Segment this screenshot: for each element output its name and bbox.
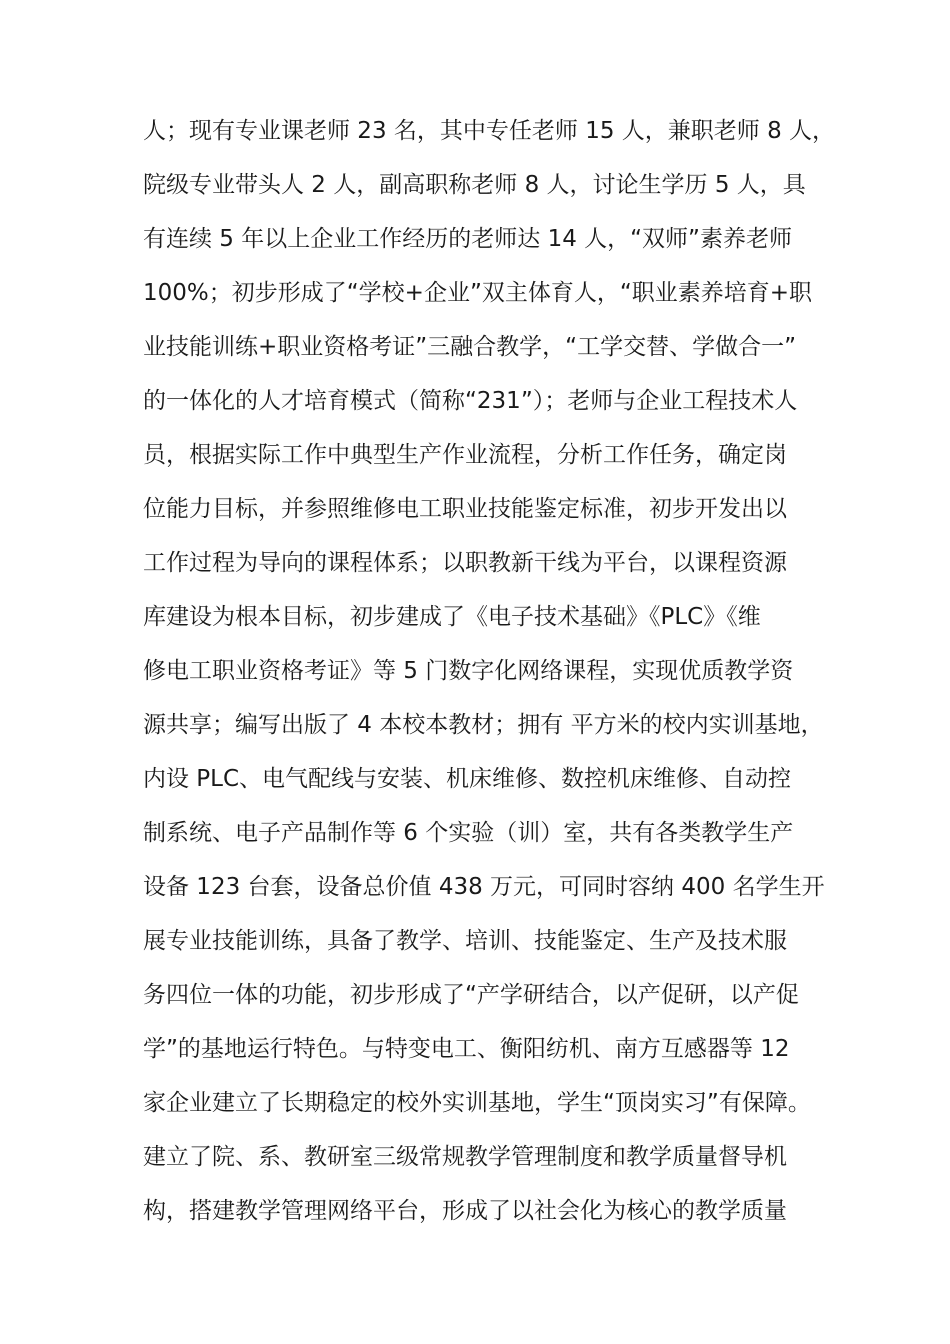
text-line: 院级专业带头人 2 人，副高职称老师 8 人，讨论生学历 5 人，具	[143, 172, 806, 198]
text-line: 源共享；编写出版了 4 本校本教材；拥有 平方米的校内实训基地，	[143, 712, 824, 738]
text-line: 内设 PLC、电气配线与安装、机床维修、数控机床维修、自动控	[143, 766, 792, 792]
text-line: 学”的基地运行特色。与特变电工、衡阳纺机、南方互感器等 12	[143, 1036, 790, 1062]
text-line: 员，根据实际工作中典型生产作业流程，分析工作任务，确定岗	[143, 442, 787, 468]
text-line: 制系统、电子产品制作等 6 个实验（训）室，共有各类教学生产	[143, 820, 794, 846]
text-line: 设备 123 台套，设备总价值 438 万元，可同时容纳 400 名学生开	[143, 874, 825, 900]
text-line: 库建设为根本目标，初步建成了《电子技术基础》《PLC》《维	[143, 604, 761, 630]
text-line: 务四位一体的功能，初步形成了“产学研结合，以产促研，以产促	[143, 982, 799, 1008]
text-line: 展专业技能训练，具备了教学、培训、技能鉴定、生产及技术服	[143, 928, 787, 954]
text-line: 构，搭建教学管理网络平台，形成了以社会化为核心的教学质量	[143, 1198, 787, 1224]
text-line: 修电工职业资格考证》等 5 门数字化网络课程，实现优质教学资	[143, 658, 794, 684]
body-text	[143, 104, 836, 1238]
text-line: 位能力目标，并参照维修电工职业技能鉴定标准，初步开发出以	[143, 496, 787, 522]
text-line: 建立了院、系、教研室三级常规教学管理制度和教学质量督导机	[143, 1144, 787, 1170]
text-line: 工作过程为导向的课程体系；以职教新干线为平台，以课程资源	[143, 550, 787, 576]
text-line: 的一体化的人才培育模式（简称“231”）；老师与企业工程技术人	[143, 388, 798, 414]
text-line: 家企业建立了长期稳定的校外实训基地，学生“顶岗实习”有保障。	[143, 1090, 811, 1116]
text-line: 人；现有专业课老师 23 名，其中专任老师 15 人，兼职老师 8 人，	[143, 118, 836, 144]
text-line: 业技能训练+职业资格考证”三融合教学，“工学交替、学做合一”	[143, 334, 797, 360]
text-line: 100%；初步形成了“学校+企业”双主体育人，“职业素养培育+职	[143, 280, 813, 306]
text-line: 有连续 5 年以上企业工作经历的老师达 14 人，“双师”素养老师	[143, 226, 792, 252]
